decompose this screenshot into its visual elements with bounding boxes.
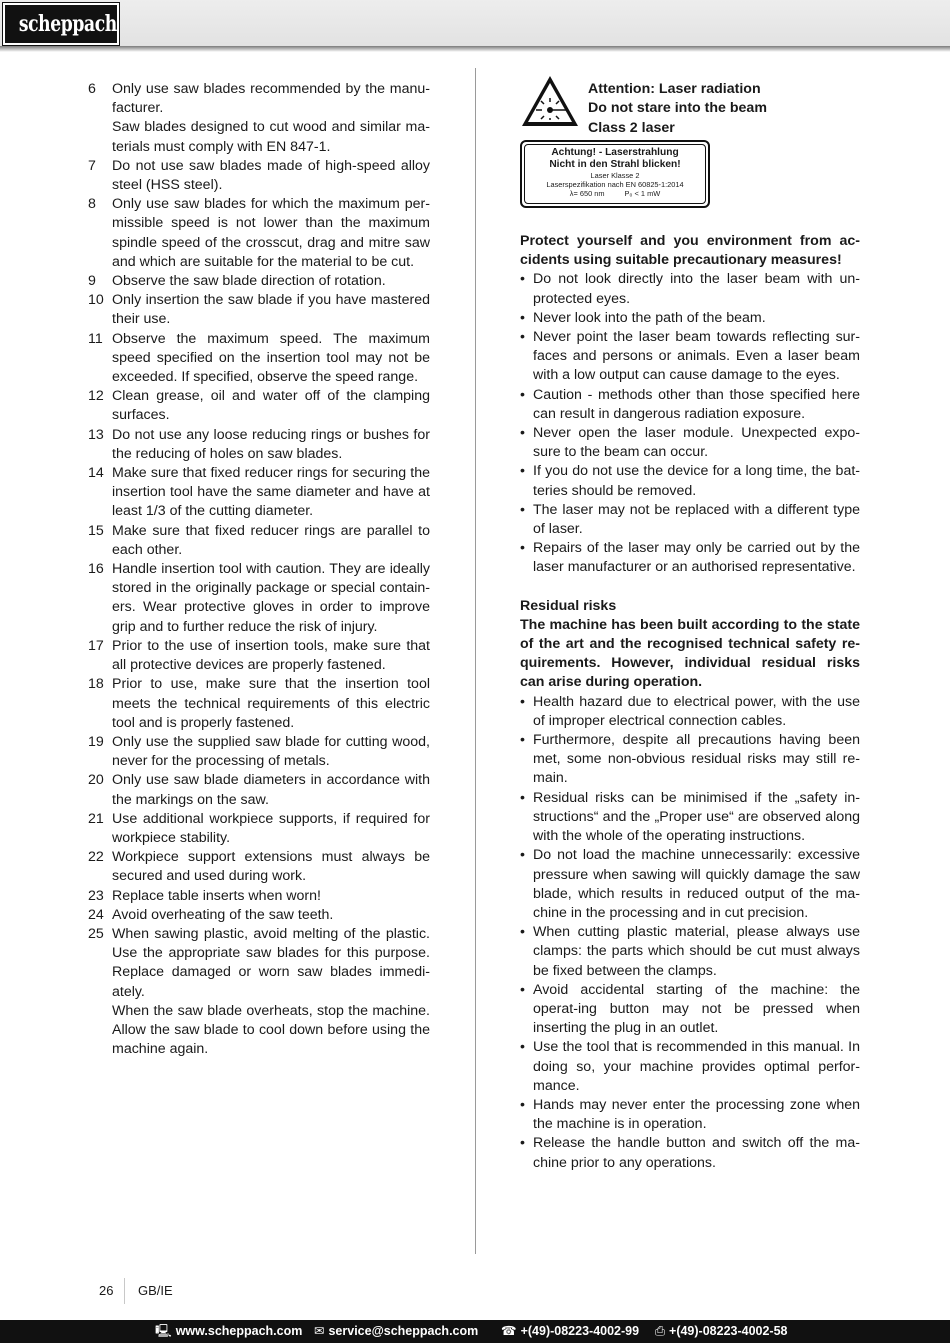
item-number: 19 [88, 733, 104, 750]
page-footer [0, 1320, 950, 1343]
item-text: Avoid overheating of the saw teeth. [112, 906, 334, 923]
item-number: 14 [88, 465, 104, 482]
numbered-item [88, 157, 430, 195]
bullet-text: Use the tool that is recommended in this manual. In doing so, your machine provides optimal perfor-mance. [533, 1039, 860, 1094]
bullet-marker: • [520, 309, 525, 326]
item-number: 13 [88, 426, 104, 443]
bullet-item [520, 1096, 860, 1134]
bullet-marker: • [520, 1096, 525, 1113]
bullet-item [520, 386, 860, 424]
bullet-item [520, 1134, 860, 1172]
bullet-text: If you do not use the device for a long time, the bat-teries should be removed. [533, 463, 860, 499]
protect-bullet-list [520, 270, 860, 577]
numbered-item [88, 387, 430, 425]
numbered-item [88, 195, 430, 272]
item-text: Observe the maximum speed. The maximum speed specified on the insertion tool may not be exceeded. If specified, observe the speed range. [112, 330, 430, 386]
bullet-item [520, 270, 860, 308]
bullet-text: Hands may never enter the processing zone when the machine is in operation. [533, 1096, 860, 1133]
mail-icon: ✉ [314, 1324, 325, 1338]
laser-warning-line: Class 2 laser [588, 119, 675, 136]
numbered-item [88, 330, 430, 388]
numbered-item [88, 272, 430, 291]
numbered-item [88, 80, 430, 157]
bullet-text: Never point the laser beam towards reflecting sur-faces and persons or animals. Even a laser beam with a low output can cause damage to the eyes. [533, 329, 860, 384]
bullet-marker: • [520, 271, 525, 288]
bullet-item [520, 789, 860, 847]
laser-warning-text [588, 80, 767, 138]
numbered-item [88, 291, 430, 329]
item-text: Only use saw blades for which the maximum per-missible speed is not lower than the maximum spindle speed of the crosscut, drag and mitre saw and which are suitable for the material to be cut. [112, 196, 430, 270]
numbered-item [88, 925, 430, 1059]
item-text: Make sure that fixed reducer rings for securing the insertion tool have the same diameter and have at least 1/3 of the cutting diameter. [112, 465, 430, 520]
item-text: Handle insertion tool with caution. They are ideally stored in the originally package or special contain-ers. Wear protective gloves in order to improve grip and to further reduce the risk of injury. [112, 561, 430, 635]
bullet-item [520, 981, 860, 1039]
item-text: Only use the supplied saw blade for cutting wood, never for the processing of metals. [112, 733, 430, 770]
bullet-item [520, 309, 860, 328]
bullet-text: Repairs of the laser may only be carried out by the laser manufacturer or an authorised representative. [533, 540, 860, 576]
bullet-text: Never look into the path of the beam. [533, 309, 766, 326]
item-number: 21 [88, 810, 104, 827]
bullet-item [520, 693, 860, 731]
safety-instructions-list [88, 80, 430, 1059]
header-shadow [0, 46, 950, 52]
residual-bullet-list [520, 693, 860, 1173]
bullet-marker: • [520, 386, 525, 403]
footer-phone: ☎ +(49)-08223-4002-99 [501, 1320, 639, 1343]
item-number: 8 [88, 196, 96, 213]
item-number: 22 [88, 849, 104, 866]
bullet-item [520, 424, 860, 462]
numbered-item [88, 733, 430, 771]
bullet-item [520, 1038, 860, 1096]
bullet-item [520, 846, 860, 923]
bullet-marker: • [520, 425, 525, 442]
item-text: Saw blades designed to cut wood and similar ma-terials must comply with EN 847-1. [112, 119, 430, 155]
brand-logo: scheppach [3, 3, 119, 45]
bullet-text: Do not load the machine unnecessarily: excessive pressure when sawing will quickly damage the saw blade, which results in reduced output of the ma-chine in the processing and in cut precision. [533, 847, 860, 921]
item-number: 20 [88, 772, 104, 789]
item-number: 15 [88, 522, 104, 539]
bullet-text: Release the handle button and switch off the ma-chine prior to any operations. [533, 1135, 860, 1171]
numbered-item [88, 771, 430, 809]
item-text: Prior to use, make sure that the insertion tool meets the technical requirements of this electric tool and is properly fastened. [112, 676, 430, 731]
computer-icon: 🖳 [155, 1324, 172, 1338]
page-header [0, 0, 950, 48]
protect-heading: Protect yourself and you environment from ac-cidents using suitable precautionary measures! [520, 233, 860, 269]
numbered-item [88, 464, 430, 522]
label-line: Laser Klasse 2 [590, 171, 640, 180]
item-number: 24 [88, 906, 104, 923]
item-text: Observe the saw blade direction of rotation. [112, 273, 386, 290]
label-line: Achtung! - Laserstrahlung [551, 147, 679, 158]
residual-risks-title: Residual risks [520, 597, 617, 614]
bullet-text: Furthermore, despite all precautions having been met, some non-obvious residual risks may still re-main. [533, 732, 860, 787]
bullet-text: Residual risks can be minimised if the „safety in-structions“ and the „Proper use“ are observed along with the whole of the operating instructions. [533, 789, 860, 845]
bullet-marker: • [520, 329, 525, 346]
numbered-item [88, 848, 430, 886]
page-number-separator [124, 1278, 125, 1304]
numbered-item [88, 887, 430, 906]
residual-risks-intro: The machine has been built according to the state of the art and the recognised technical safety re-quirements. However, individual residual risks can arise during operation. [520, 616, 860, 691]
item-text: When the saw blade overheats, stop the machine. Allow the saw blade to cool down before using the machine again. [112, 1002, 430, 1058]
numbered-item [88, 906, 430, 925]
item-number: 16 [88, 561, 104, 578]
item-number: 7 [88, 157, 96, 174]
laser-hazard-icon [520, 74, 580, 128]
item-text: When sawing plastic, avoid melting of the plastic. Use the appropriate saw blades for this purpose. Replace damaged or worn saw blades immedi-ately. [112, 925, 430, 1000]
item-text: Only use saw blades recommended by the manu-facturer. [112, 81, 430, 117]
item-number: 25 [88, 925, 104, 942]
bullet-marker: • [520, 981, 525, 998]
numbered-item [88, 810, 430, 848]
label-line: Nicht in den Strahl blicken! [549, 159, 681, 170]
bullet-item [520, 731, 860, 789]
laser-class-label [520, 140, 710, 208]
item-text: Do not use saw blades made of high-speed alloy steel (HSS steel). [112, 157, 430, 194]
bullet-text: Health hazard due to electrical power, with the use of improper electrical connection cables. [533, 693, 860, 729]
page-language: GB/IE [138, 1283, 173, 1298]
numbered-item [88, 560, 430, 637]
item-text: Make sure that fixed reducer rings are parallel to each other. [112, 522, 430, 558]
right-column [520, 80, 860, 1173]
item-number: 11 [88, 330, 103, 347]
label-line: Laserspezifikation nach EN 60825-1:2014 [546, 180, 684, 189]
item-text: Replace table inserts when worn! [112, 887, 321, 904]
bullet-text: When cutting plastic material, please always use clamps: the parts which should be cut must always be fixed between the clamps. [533, 924, 860, 979]
item-text: Only insertion the saw blade if you have mastered their use. [112, 292, 430, 328]
bullet-text: Never open the laser module. Unexpected expo-sure to the beam can occur. [533, 425, 860, 461]
bullet-item [520, 462, 860, 500]
laser-warning-block [520, 80, 860, 232]
bullet-marker: • [520, 501, 525, 518]
bullet-item [520, 539, 860, 577]
page-number: 26 [99, 1283, 114, 1298]
bullet-text: Caution - methods other than those specified here can result in dangerous radiation exposure. [533, 386, 860, 422]
label-power: P₀ < 1 mW [624, 189, 661, 198]
bullet-text: Avoid accidental starting of the machine: the operat-ing button may not be pressed when inserting the plug in an outlet. [533, 981, 860, 1037]
bullet-text: The laser may not be replaced with a different type of laser. [533, 501, 860, 538]
bullet-marker: • [520, 540, 525, 557]
item-text: Clean grease, oil and water off of the clamping surfaces. [112, 388, 430, 424]
footer-email[interactable]: ✉ service@scheppach.com [314, 1320, 478, 1343]
item-number: 12 [88, 388, 104, 405]
footer-fax: ⎙ +(49)-08223-4002-58 [655, 1320, 788, 1343]
footer-website[interactable]: 🖳 www.scheppach.com [155, 1320, 302, 1343]
numbered-item [88, 637, 430, 675]
laser-warning-line: Attention: Laser radiation [588, 81, 761, 97]
item-number: 10 [88, 292, 104, 309]
label-wavelength: λ= 650 nm [569, 189, 605, 198]
item-text: Use additional workpiece supports, if required for workpiece stability. [112, 810, 430, 846]
bullet-item [520, 501, 860, 539]
bullet-item [520, 923, 860, 981]
item-number: 18 [88, 676, 104, 693]
bullet-marker: • [520, 847, 525, 864]
item-number: 9 [88, 273, 96, 290]
item-number: 23 [88, 887, 104, 904]
item-text: Workpiece support extensions must always be secured and used during work. [112, 849, 430, 885]
numbered-item [88, 522, 430, 560]
item-text: Do not use any loose reducing rings or bushes for the reducing of holes on saw blades. [112, 426, 430, 462]
item-text: Only use saw blade diameters in accordance with the markings on the saw. [112, 772, 430, 808]
bullet-marker: • [520, 1039, 525, 1056]
bullet-marker: • [520, 693, 525, 710]
bullet-item [520, 328, 860, 386]
item-number: 17 [88, 637, 104, 654]
bullet-marker: • [520, 732, 525, 749]
item-number: 6 [88, 81, 96, 97]
bullet-marker: • [520, 924, 525, 941]
bullet-marker: • [520, 463, 525, 480]
bullet-text: Do not look directly into the laser beam with un-protected eyes. [533, 271, 860, 307]
column-divider [475, 68, 476, 1254]
laser-warning-line: Do not stare into the beam [588, 100, 767, 117]
phone-icon: ☎ [501, 1324, 517, 1338]
item-text: Prior to the use of insertion tools, make sure that all protective devices are properly fastened. [112, 637, 430, 674]
bullet-marker: • [520, 1135, 525, 1152]
numbered-item [88, 426, 430, 464]
fax-icon: ⎙ [655, 1324, 666, 1338]
bullet-marker: • [520, 789, 525, 806]
numbered-item [88, 675, 430, 733]
